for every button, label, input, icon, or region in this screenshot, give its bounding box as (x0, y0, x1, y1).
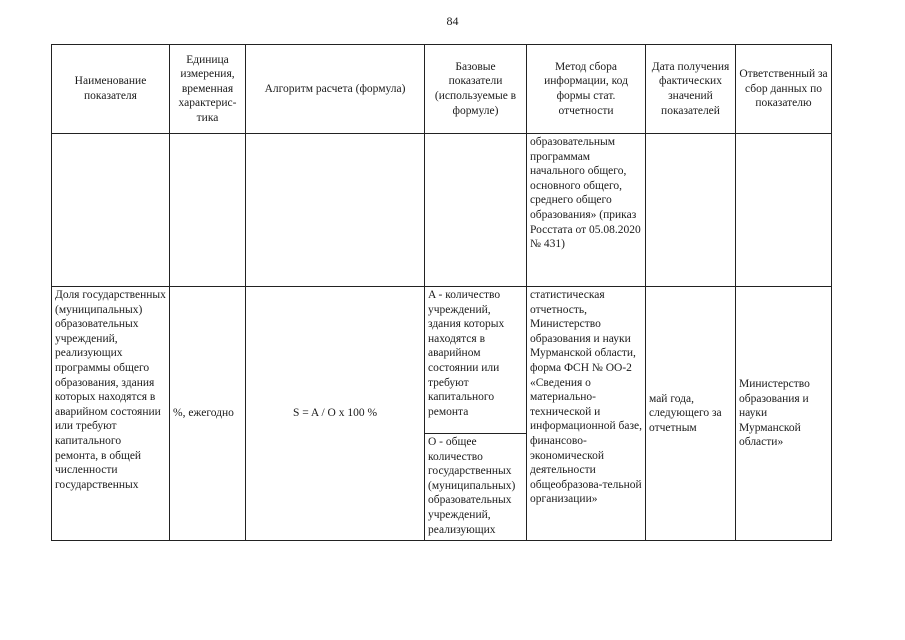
cell-date: май года, следующего за отчетным (646, 287, 736, 541)
cell-formula (246, 134, 425, 287)
cell-unit (170, 134, 246, 287)
header-method: Метод сбора информации, код формы стат. отчетности (527, 45, 646, 134)
header-indicator-name: Наименование показателя (52, 45, 170, 134)
table-row (52, 287, 832, 434)
indicators-table (51, 44, 832, 541)
cell-unit: %, ежегодно (170, 287, 246, 541)
page-number: 84 (446, 14, 459, 28)
cell-formula: S = A / O x 100 % (246, 287, 425, 541)
header-date: Дата получения фактических значений показателей (646, 45, 736, 134)
cell-base-o: О - общее количество государственных (муниципальных) образовательных учреждений, реализующих (425, 434, 527, 541)
header-responsible: Ответственный за сбор данных по показателю (736, 45, 832, 134)
cell-date (646, 134, 736, 287)
header-base-indicators: Базовые показатели (используемые в формуле) (425, 45, 527, 134)
table-row (52, 134, 832, 287)
cell-responsible (736, 134, 832, 287)
cell-base-a: A - количество учреждений, здания которых находятся в аварийном состоянии или требуют капитального ремонта (425, 287, 527, 434)
cell-name (52, 134, 170, 287)
cell-base (425, 134, 527, 287)
header-unit: Единица измерения, временная характерис-тика (170, 45, 246, 134)
cell-responsible: Министерство образования и науки Мурманской области» (736, 287, 832, 541)
cell-method: образовательным программам начального общего, основного общего, среднего общего образования» (приказ Росстата от 05.08.2020 № 431) (527, 134, 646, 287)
cell-method: статистическая отчетность, Министерство образования и науки Мурманской области, форма ФСН № ОО-2 «Сведения о материально-технической и информационной базе, финансово-экономической деятельности общеобразова-тельной организации» (527, 287, 646, 541)
header-formula: Алгоритм расчета (формула) (246, 45, 425, 134)
cell-name: Доля государственных (муниципальных) образовательных учреждений, реализующих программы общего образования, здания которых находятся в аварийном состоянии или требуют капитального ремонта, в общей численности государственных (52, 287, 170, 541)
header-row (52, 45, 832, 134)
